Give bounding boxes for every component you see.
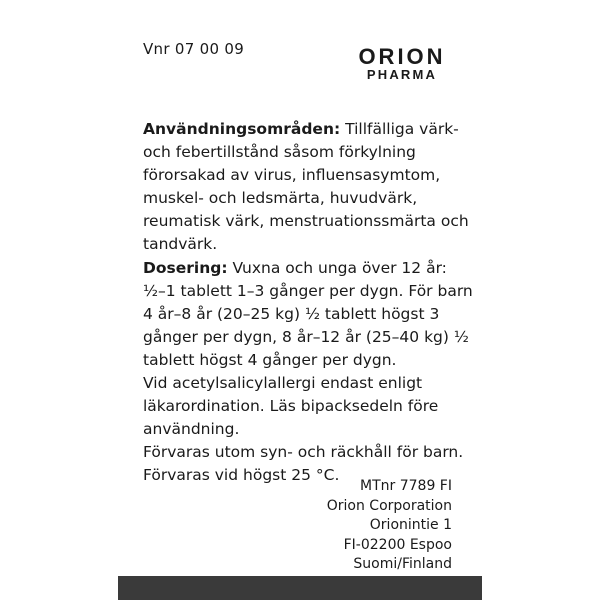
storage-temperature: Förvaras vid högst 25 °C. (143, 466, 340, 485)
orion-pharma-logo (352, 46, 452, 82)
vnr-number: Vnr 07 00 09 (143, 40, 245, 58)
address-line: Orion Corporation (326, 497, 452, 514)
address-line: Suomi/Finland (353, 556, 452, 572)
manufacturer-address (327, 477, 452, 575)
address-line: Orionintie 1 (369, 517, 452, 533)
usage-text: Tillfälliga värk- och febertillstånd såsom förkylning förorsakad av virus, influensasymtom, muskel- och ledsmärta, huvudvärk, reumatisk värk, menstruationssmärta och tandvärk. (143, 120, 469, 254)
logo-orion-text: ORION (358, 44, 446, 69)
dosage-text: Vuxna och unga över 12 år: ½–1 tablett 1–3 gånger per dygn. För barn 4 år–8 år (20–25 kg) ½ tablett högst 3 gånger per dygn, 8 år–12 år (25–40 kg) ½ tablett högst 4 gånger per dygn. (143, 258, 473, 369)
dosage-heading: Dosering: (143, 258, 228, 277)
logo-pharma-text: PHARMA (366, 67, 438, 82)
storage-children: Förvaras utom syn- och räckhåll för barn. (143, 443, 464, 462)
dosage-paragraph (143, 257, 473, 372)
product-information (143, 118, 473, 488)
usage-heading: Användningsområden: (143, 120, 341, 138)
usage-paragraph (143, 118, 473, 257)
address-line: FI-02200 Espoo (343, 536, 452, 553)
allergy-warning: Vid acetylsalicylallergi endast enligt läkarordination. Läs bipacksedeln före användning. (143, 374, 439, 439)
address-line: MTnr 7789 FI (360, 478, 452, 494)
bottom-dark-band (118, 576, 482, 600)
